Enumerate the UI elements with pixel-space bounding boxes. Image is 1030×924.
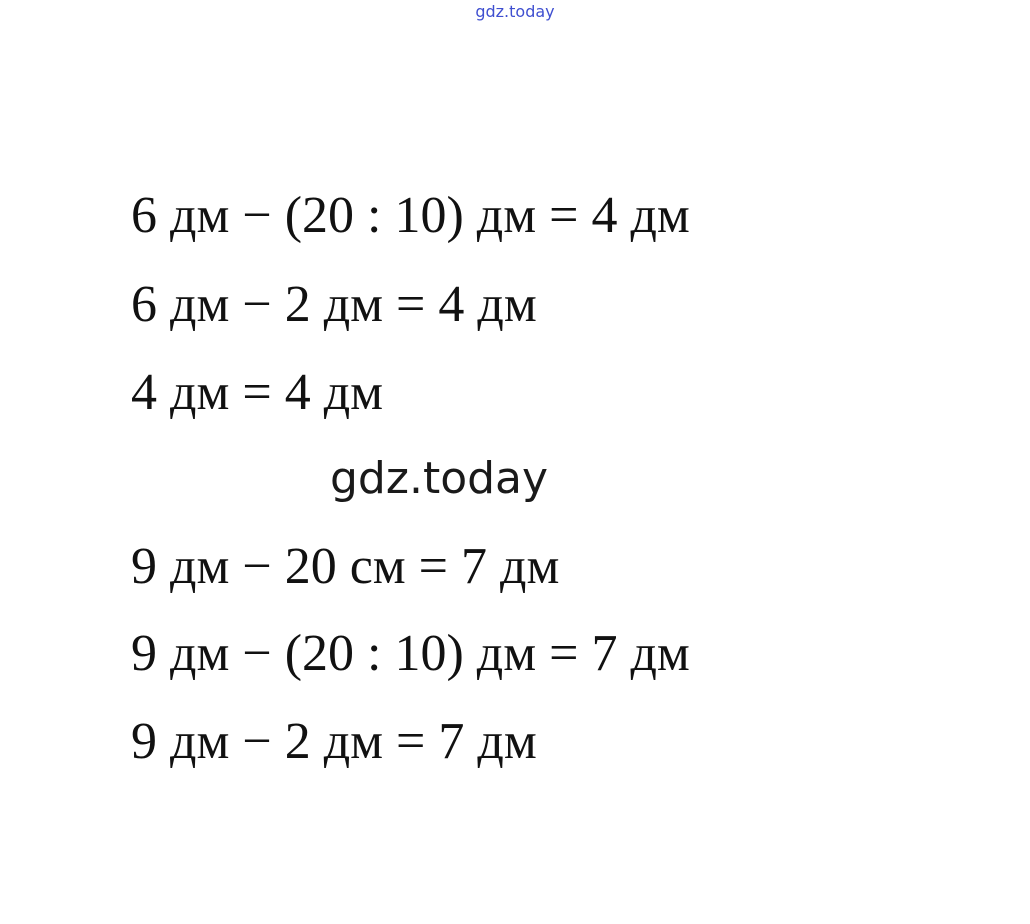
equation-line: 9 дм − 20 см = 7 дм: [131, 538, 560, 595]
equation-line: 6 дм − 2 дм = 4 дм: [131, 276, 537, 333]
equation-line: 6 дм − (20 : 10) дм = 4 дм: [131, 187, 690, 244]
mid-watermark: gdz.today: [330, 453, 549, 504]
equation-line: 9 дм − 2 дм = 7 дм: [131, 713, 537, 770]
equation-line: 4 дм = 4 дм: [131, 364, 384, 421]
equation-line: 9 дм − (20 : 10) дм = 7 дм: [131, 625, 690, 682]
header-watermark: gdz.today: [475, 2, 555, 21]
